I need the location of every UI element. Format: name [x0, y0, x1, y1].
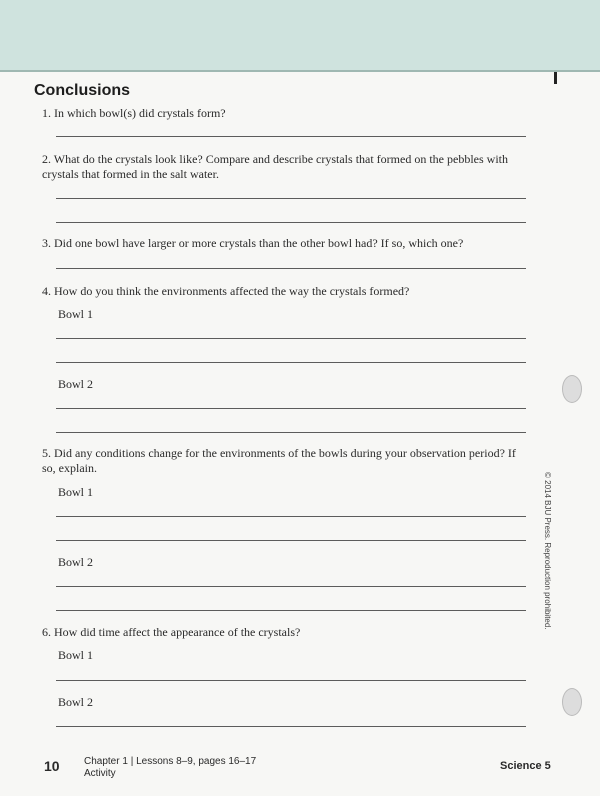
answer-line[interactable] [56, 586, 526, 587]
answer-line[interactable] [56, 610, 526, 611]
question-6: 6. How did time affect the appearance of the crystals? [42, 625, 301, 639]
binder-hole-icon [562, 375, 582, 403]
question-1: 1. In which bowl(s) did crystals form? [42, 106, 226, 120]
chapter-line: Chapter 1 | Lessons 8–9, pages 16–17 [84, 756, 257, 767]
answer-line[interactable] [56, 222, 526, 223]
subject-label: Science 5 [500, 760, 551, 772]
answer-line[interactable] [56, 268, 526, 269]
question-2: 2. What do the crystals look like? Compare and describe crystals that formed on the pebbles with crystals that formed in the salt water. [42, 152, 508, 181]
answer-line[interactable] [56, 136, 526, 137]
bowl-label: Bowl 1 [58, 648, 94, 662]
answer-line[interactable] [56, 516, 526, 517]
copyright-notice: © 2014 BJU Press. Reproduction prohibited. [543, 472, 552, 630]
answer-line[interactable] [56, 408, 526, 409]
answer-line[interactable] [56, 680, 526, 681]
page-number: 10 [44, 758, 60, 774]
answer-line[interactable] [56, 198, 526, 199]
answer-line[interactable] [56, 540, 526, 541]
bowl-label: Bowl 2 [58, 377, 94, 391]
bowl-label: Bowl 2 [58, 695, 94, 709]
answer-line[interactable] [56, 432, 526, 433]
answer-line[interactable] [56, 726, 526, 727]
section-title: Conclusions [34, 82, 131, 99]
answer-line[interactable] [56, 362, 526, 363]
bowl-label: Bowl 2 [58, 555, 94, 569]
question-3: 3. Did one bowl have larger or more crystals than the other bowl had? If so, which one? [42, 236, 464, 250]
bowl-label: Bowl 1 [58, 485, 94, 499]
corner-mark [554, 72, 557, 84]
answer-line[interactable] [56, 338, 526, 339]
binder-hole-icon [562, 688, 582, 716]
header-band [0, 0, 600, 72]
bowl-label: Bowl 1 [58, 307, 94, 321]
activity-line: Activity [84, 768, 116, 779]
question-4: 4. How do you think the environments affected the way the crystals formed? [42, 284, 410, 298]
chapter-info [84, 756, 256, 780]
question-5: 5. Did any conditions change for the environments of the bowls during your observation period? If so, explain. [42, 446, 516, 475]
